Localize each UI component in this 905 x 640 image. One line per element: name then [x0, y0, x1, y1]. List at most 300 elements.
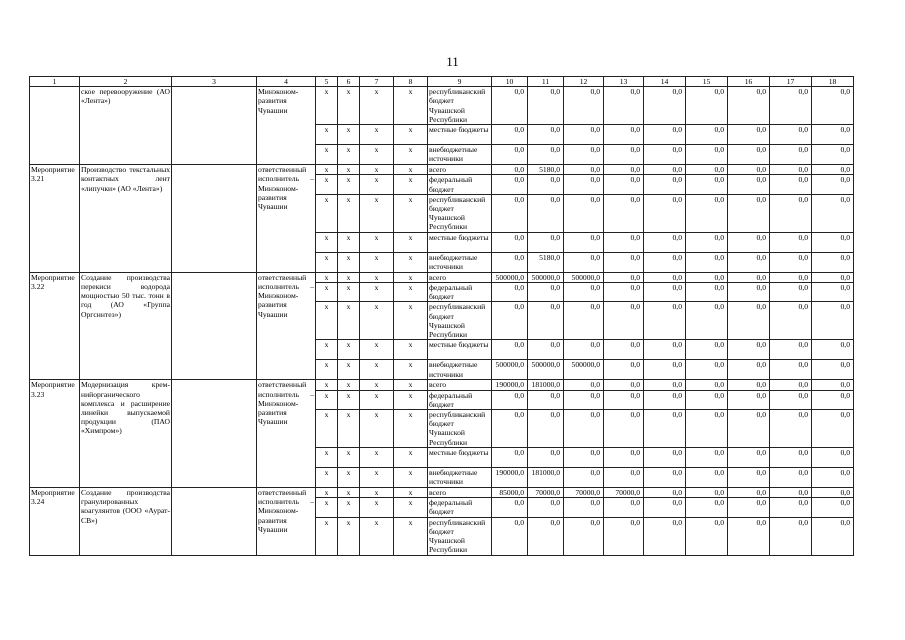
value-cell: 5180,0 [528, 165, 564, 175]
mark-cell: x [394, 232, 428, 252]
mark-cell: x [360, 125, 394, 145]
mark-cell: x [316, 165, 338, 175]
value-cell: 0,0 [604, 145, 644, 165]
value-cell: 0,0 [728, 145, 770, 165]
mark-cell: x [394, 87, 428, 125]
value-cell: 0,0 [812, 87, 854, 125]
mark-cell: x [360, 272, 394, 282]
mark-cell: x [360, 194, 394, 232]
mark-cell: x [316, 468, 338, 488]
value-cell: 0,0 [528, 498, 564, 517]
mark-cell: x [316, 87, 338, 125]
funding-source-cell: местные бюджеты [428, 232, 492, 252]
value-cell: 0,0 [728, 165, 770, 175]
value-cell: 5180,0 [528, 252, 564, 272]
value-cell: 0,0 [728, 410, 770, 448]
value-cell: 0,0 [604, 272, 644, 282]
value-cell: 0,0 [770, 145, 812, 165]
value-cell: 0,0 [812, 488, 854, 498]
value-cell: 0,0 [686, 252, 728, 272]
value-cell: 500000,0 [528, 272, 564, 282]
value-cell: 0,0 [564, 448, 604, 468]
mark-cell: x [316, 232, 338, 252]
executor-cell: Минэкономразвития Чувашии [257, 87, 316, 165]
value-cell: 0,0 [812, 517, 854, 555]
value-cell: 0,0 [812, 380, 854, 390]
value-cell: 0,0 [770, 498, 812, 517]
value-cell: 0,0 [528, 145, 564, 165]
mark-cell: x [338, 390, 360, 409]
mark-cell: x [394, 410, 428, 448]
value-cell: 0,0 [812, 232, 854, 252]
value-cell: 0,0 [604, 390, 644, 409]
mark-cell: x [394, 448, 428, 468]
mark-cell: x [394, 165, 428, 175]
value-cell: 0,0 [686, 410, 728, 448]
value-cell: 0,0 [728, 87, 770, 125]
mark-cell: x [338, 194, 360, 232]
value-cell: 0,0 [492, 165, 528, 175]
funding-source-cell: внебюджетные источники [428, 360, 492, 380]
empty-cell [172, 272, 257, 380]
value-cell: 0,0 [492, 448, 528, 468]
value-cell: 0,0 [728, 125, 770, 145]
value-cell: 0,0 [770, 468, 812, 488]
column-number-17: 17 [770, 77, 812, 87]
value-cell: 0,0 [604, 380, 644, 390]
value-cell: 0,0 [770, 517, 812, 555]
value-cell: 0,0 [686, 302, 728, 340]
column-number-2: 2 [80, 77, 172, 87]
funding-source-cell: республиканский бюджет Чувашской Республики [428, 87, 492, 125]
mark-cell: x [316, 498, 338, 517]
mark-cell: x [338, 87, 360, 125]
value-cell: 0,0 [604, 340, 644, 360]
mark-cell: x [316, 272, 338, 282]
funding-source-cell: республиканский бюджет Чувашской Республики [428, 410, 492, 448]
title-cell: Создание производства перекиси водорода мощностью 50 тыс. тонн в год (АО «Группа Оргсинтез») [80, 272, 172, 380]
value-cell: 0,0 [770, 165, 812, 175]
value-cell: 500000,0 [528, 360, 564, 380]
value-cell: 0,0 [492, 232, 528, 252]
value-cell: 0,0 [770, 340, 812, 360]
mark-cell: x [316, 380, 338, 390]
table-row [30, 87, 854, 125]
executor-cell: ответственный исполнитель – Минэкономразвития Чувашии [257, 488, 316, 556]
funding-source-cell: внебюджетные источники [428, 468, 492, 488]
value-cell: 0,0 [812, 498, 854, 517]
value-cell: 0,0 [604, 360, 644, 380]
value-cell: 0,0 [644, 194, 686, 232]
value-cell: 0,0 [686, 194, 728, 232]
value-cell: 0,0 [812, 410, 854, 448]
column-number-10: 10 [492, 77, 528, 87]
value-cell: 0,0 [686, 145, 728, 165]
value-cell: 0,0 [686, 498, 728, 517]
value-cell: 0,0 [644, 340, 686, 360]
column-number-row [30, 77, 854, 87]
value-cell: 0,0 [728, 175, 770, 194]
page-number: 11 [446, 54, 459, 69]
value-cell: 0,0 [686, 272, 728, 282]
value-cell: 0,0 [528, 232, 564, 252]
column-number-6: 6 [338, 77, 360, 87]
value-cell: 0,0 [492, 390, 528, 409]
mark-cell: x [360, 448, 394, 468]
value-cell: 0,0 [728, 302, 770, 340]
value-cell: 0,0 [728, 360, 770, 380]
value-cell: 0,0 [812, 272, 854, 282]
mark-cell: x [360, 165, 394, 175]
column-number-5: 5 [316, 77, 338, 87]
value-cell: 0,0 [812, 145, 854, 165]
event-cell: Мероприятие 3.21 [30, 165, 80, 273]
value-cell: 0,0 [770, 380, 812, 390]
value-cell: 0,0 [492, 175, 528, 194]
value-cell: 0,0 [728, 390, 770, 409]
value-cell: 0,0 [492, 498, 528, 517]
column-number-16: 16 [728, 77, 770, 87]
mark-cell: x [360, 498, 394, 517]
value-cell: 0,0 [812, 175, 854, 194]
value-cell: 0,0 [644, 468, 686, 488]
mark-cell: x [394, 194, 428, 232]
mark-cell: x [338, 448, 360, 468]
value-cell: 0,0 [770, 175, 812, 194]
mark-cell: x [360, 87, 394, 125]
value-cell: 0,0 [770, 360, 812, 380]
value-cell: 0,0 [812, 252, 854, 272]
value-cell: 0,0 [492, 302, 528, 340]
value-cell: 0,0 [644, 145, 686, 165]
value-cell: 0,0 [644, 448, 686, 468]
empty-cell [172, 87, 257, 165]
value-cell: 0,0 [770, 448, 812, 468]
funding-source-cell: местные бюджеты [428, 448, 492, 468]
value-cell: 0,0 [686, 488, 728, 498]
budget-table [29, 76, 854, 556]
value-cell: 0,0 [528, 340, 564, 360]
value-cell: 0,0 [728, 498, 770, 517]
value-cell: 0,0 [728, 272, 770, 282]
mark-cell: x [394, 283, 428, 302]
value-cell: 0,0 [528, 302, 564, 340]
value-cell: 0,0 [686, 380, 728, 390]
value-cell: 0,0 [528, 410, 564, 448]
column-number-1: 1 [30, 77, 80, 87]
value-cell: 0,0 [728, 380, 770, 390]
mark-cell: x [338, 380, 360, 390]
value-cell: 0,0 [686, 468, 728, 488]
value-cell: 0,0 [812, 194, 854, 232]
mark-cell: x [316, 410, 338, 448]
value-cell: 0,0 [644, 488, 686, 498]
value-cell: 0,0 [604, 517, 644, 555]
value-cell: 0,0 [644, 302, 686, 340]
value-cell: 0,0 [728, 252, 770, 272]
value-cell: 0,0 [770, 272, 812, 282]
mark-cell: x [338, 488, 360, 498]
value-cell: 0,0 [770, 87, 812, 125]
value-cell: 0,0 [604, 165, 644, 175]
mark-cell: x [316, 283, 338, 302]
value-cell: 0,0 [812, 125, 854, 145]
value-cell: 0,0 [770, 125, 812, 145]
mark-cell: x [338, 232, 360, 252]
mark-cell: x [360, 517, 394, 555]
value-cell: 0,0 [812, 302, 854, 340]
value-cell: 0,0 [564, 165, 604, 175]
value-cell: 0,0 [604, 498, 644, 517]
value-cell: 0,0 [686, 175, 728, 194]
value-cell: 0,0 [728, 194, 770, 232]
mark-cell: x [360, 488, 394, 498]
mark-cell: x [338, 360, 360, 380]
value-cell: 190000,0 [492, 380, 528, 390]
value-cell: 0,0 [492, 340, 528, 360]
value-cell: 0,0 [528, 87, 564, 125]
mark-cell: x [338, 283, 360, 302]
funding-source-cell: внебюджетные источники [428, 145, 492, 165]
empty-cell [172, 380, 257, 488]
value-cell: 0,0 [728, 340, 770, 360]
mark-cell: x [360, 340, 394, 360]
mark-cell: x [316, 302, 338, 340]
value-cell: 0,0 [492, 194, 528, 232]
value-cell: 0,0 [644, 283, 686, 302]
column-number-13: 13 [604, 77, 644, 87]
value-cell: 0,0 [564, 252, 604, 272]
mark-cell: x [316, 145, 338, 165]
mark-cell: x [360, 175, 394, 194]
table-row [30, 380, 854, 390]
mark-cell: x [338, 272, 360, 282]
value-cell: 0,0 [644, 380, 686, 390]
value-cell: 500000,0 [564, 272, 604, 282]
empty-cell [172, 488, 257, 556]
column-number-14: 14 [644, 77, 686, 87]
value-cell: 0,0 [492, 145, 528, 165]
value-cell: 0,0 [604, 232, 644, 252]
value-cell: 0,0 [528, 194, 564, 232]
mark-cell: x [360, 302, 394, 340]
value-cell: 0,0 [564, 283, 604, 302]
funding-source-cell: всего [428, 380, 492, 390]
value-cell: 0,0 [812, 283, 854, 302]
funding-source-cell: местные бюджеты [428, 340, 492, 360]
mark-cell: x [394, 272, 428, 282]
mark-cell: x [394, 340, 428, 360]
value-cell: 0,0 [686, 448, 728, 468]
executor-cell: ответственный исполнитель – Минэкономразвития Чувашии [257, 380, 316, 488]
value-cell: 0,0 [492, 283, 528, 302]
mark-cell: x [394, 380, 428, 390]
column-number-3: 3 [172, 77, 257, 87]
mark-cell: x [338, 252, 360, 272]
value-cell: 0,0 [686, 390, 728, 409]
column-number-18: 18 [812, 77, 854, 87]
funding-source-cell: местные бюджеты [428, 125, 492, 145]
funding-source-cell: всего [428, 165, 492, 175]
funding-source-cell: всего [428, 488, 492, 498]
event-cell: Мероприятие 3.23 [30, 380, 80, 488]
value-cell: 0,0 [686, 360, 728, 380]
value-cell: 0,0 [644, 232, 686, 252]
value-cell: 0,0 [492, 517, 528, 555]
mark-cell: x [360, 380, 394, 390]
mark-cell: x [316, 125, 338, 145]
value-cell: 0,0 [812, 468, 854, 488]
funding-source-cell: республиканский бюджет Чувашской Республики [428, 517, 492, 555]
value-cell: 0,0 [770, 194, 812, 232]
value-cell: 0,0 [812, 360, 854, 380]
table-row [30, 488, 854, 498]
value-cell: 0,0 [686, 340, 728, 360]
funding-source-cell: федеральный бюджет [428, 390, 492, 409]
funding-source-cell: республиканский бюджет Чувашской Республики [428, 194, 492, 232]
value-cell: 0,0 [604, 468, 644, 488]
funding-source-cell: федеральный бюджет [428, 175, 492, 194]
value-cell: 500000,0 [492, 272, 528, 282]
funding-source-cell: внебюджетные источники [428, 252, 492, 272]
value-cell: 0,0 [644, 252, 686, 272]
value-cell: 0,0 [770, 302, 812, 340]
value-cell: 0,0 [728, 283, 770, 302]
value-cell: 0,0 [812, 390, 854, 409]
mark-cell: x [316, 448, 338, 468]
mark-cell: x [360, 232, 394, 252]
mark-cell: x [338, 145, 360, 165]
mark-cell: x [338, 125, 360, 145]
value-cell: 500000,0 [492, 360, 528, 380]
value-cell: 0,0 [564, 380, 604, 390]
mark-cell: x [394, 145, 428, 165]
value-cell: 0,0 [564, 302, 604, 340]
table-body [30, 77, 854, 556]
value-cell: 0,0 [728, 488, 770, 498]
mark-cell: x [394, 498, 428, 517]
value-cell: 0,0 [604, 302, 644, 340]
title-cell: Создание производства гранулированных коагулянтов (ООО «Аурат-СВ») [80, 488, 172, 556]
event-cell: Мероприятие 3.22 [30, 272, 80, 380]
executor-cell: ответственный исполнитель – Минэкономразвития Чувашии [257, 165, 316, 273]
mark-cell: x [394, 390, 428, 409]
value-cell: 0,0 [770, 410, 812, 448]
value-cell: 0,0 [812, 448, 854, 468]
value-cell: 0,0 [770, 390, 812, 409]
value-cell: 0,0 [644, 272, 686, 282]
funding-source-cell: республиканский бюджет Чувашской Республики [428, 302, 492, 340]
value-cell: 0,0 [564, 175, 604, 194]
value-cell: 0,0 [770, 283, 812, 302]
mark-cell: x [394, 360, 428, 380]
mark-cell: x [316, 360, 338, 380]
value-cell: 0,0 [728, 468, 770, 488]
mark-cell: x [394, 175, 428, 194]
value-cell: 0,0 [564, 194, 604, 232]
value-cell: 0,0 [528, 283, 564, 302]
value-cell: 0,0 [686, 232, 728, 252]
value-cell: 70000,0 [604, 488, 644, 498]
value-cell: 0,0 [770, 232, 812, 252]
value-cell: 0,0 [492, 87, 528, 125]
value-cell: 0,0 [564, 340, 604, 360]
value-cell: 0,0 [492, 410, 528, 448]
value-cell: 0,0 [812, 165, 854, 175]
value-cell: 0,0 [644, 125, 686, 145]
mark-cell: x [394, 517, 428, 555]
value-cell: 0,0 [564, 145, 604, 165]
mark-cell: x [338, 410, 360, 448]
table-row [30, 165, 854, 175]
mark-cell: x [394, 302, 428, 340]
value-cell: 0,0 [644, 390, 686, 409]
value-cell: 0,0 [728, 517, 770, 555]
mark-cell: x [316, 488, 338, 498]
value-cell: 0,0 [604, 252, 644, 272]
mark-cell: x [360, 145, 394, 165]
value-cell: 0,0 [604, 283, 644, 302]
event-cell: Мероприятие 3.24 [30, 488, 80, 556]
mark-cell: x [394, 125, 428, 145]
value-cell: 0,0 [564, 87, 604, 125]
mark-cell: x [360, 283, 394, 302]
value-cell: 0,0 [770, 488, 812, 498]
value-cell: 0,0 [564, 517, 604, 555]
mark-cell: x [316, 390, 338, 409]
mark-cell: x [394, 468, 428, 488]
value-cell: 0,0 [728, 232, 770, 252]
mark-cell: x [360, 360, 394, 380]
empty-cell [172, 165, 257, 273]
value-cell: 0,0 [528, 125, 564, 145]
value-cell: 0,0 [644, 87, 686, 125]
value-cell: 0,0 [686, 165, 728, 175]
value-cell: 0,0 [770, 252, 812, 272]
value-cell: 70000,0 [564, 488, 604, 498]
value-cell: 181000,0 [528, 468, 564, 488]
value-cell: 500000,0 [564, 360, 604, 380]
value-cell: 0,0 [812, 340, 854, 360]
value-cell: 0,0 [492, 125, 528, 145]
value-cell: 190000,0 [492, 468, 528, 488]
value-cell: 0,0 [528, 517, 564, 555]
value-cell: 0,0 [644, 360, 686, 380]
mark-cell: x [316, 340, 338, 360]
value-cell: 0,0 [604, 194, 644, 232]
column-number-15: 15 [686, 77, 728, 87]
value-cell: 0,0 [604, 410, 644, 448]
title-cell: Производство текстальных контактных лент «липучки» (АО «Лента») [80, 165, 172, 273]
value-cell: 0,0 [604, 125, 644, 145]
value-cell: 0,0 [644, 517, 686, 555]
value-cell: 0,0 [604, 175, 644, 194]
funding-source-cell: федеральный бюджет [428, 498, 492, 517]
table-row [30, 272, 854, 282]
mark-cell: x [338, 175, 360, 194]
value-cell: 70000,0 [528, 488, 564, 498]
mark-cell: x [360, 468, 394, 488]
executor-cell: ответственный исполнитель – Минэкономразвития Чувашии [257, 272, 316, 380]
value-cell: 0,0 [686, 125, 728, 145]
mark-cell: x [338, 165, 360, 175]
column-number-12: 12 [564, 77, 604, 87]
value-cell: 0,0 [644, 175, 686, 194]
event-cell [30, 87, 80, 165]
value-cell: 0,0 [604, 87, 644, 125]
mark-cell: x [360, 410, 394, 448]
value-cell: 0,0 [564, 498, 604, 517]
